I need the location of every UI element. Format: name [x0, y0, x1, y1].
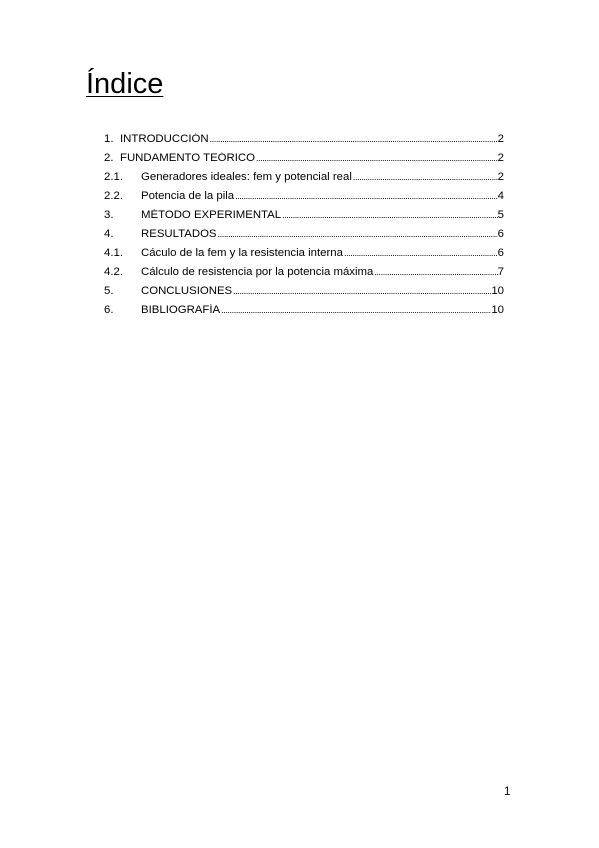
toc-entry-page: 4 [497, 190, 504, 202]
toc-entry-number: 2. [104, 152, 114, 164]
toc-entry-page: 6 [497, 247, 504, 259]
toc-dot-leader [209, 134, 498, 144]
toc-dot-leader [232, 286, 491, 296]
toc-dot-leader [217, 229, 498, 239]
toc-entry-title: FUNDAMENTO TEÓRICO [120, 152, 256, 164]
table-of-contents [104, 133, 504, 323]
toc-entry-title: MÉTODO EXPERIMENTAL [141, 209, 282, 221]
toc-entry[interactable] [104, 247, 504, 266]
toc-entry-title: INTRODUCCIÓN [120, 133, 209, 145]
toc-dot-leader [255, 153, 498, 163]
toc-entry-number: 2.2. [104, 190, 123, 202]
toc-entry[interactable] [104, 228, 504, 247]
toc-entry-title: BIBLIOGRAFÍA [141, 304, 221, 316]
toc-dot-leader [343, 248, 498, 258]
toc-entry-page: 6 [497, 228, 504, 240]
toc-entry-number: 3. [104, 209, 114, 221]
toc-entry-number: 6. [104, 304, 114, 316]
toc-entry-page: 2 [497, 171, 504, 183]
toc-entry-title: Cálculo de resistencia por la potencia máxima [141, 266, 374, 278]
page-title: Índice [86, 68, 164, 100]
toc-entry-number: 4.1. [104, 247, 123, 259]
toc-entry[interactable] [104, 190, 504, 209]
toc-entry-page: 10 [491, 304, 504, 316]
toc-entry-number: 5. [104, 285, 114, 297]
toc-entry-page: 5 [497, 209, 504, 221]
toc-entry-page: 7 [497, 266, 504, 278]
toc-dot-leader [220, 305, 491, 315]
toc-dot-leader [352, 172, 498, 182]
toc-entry-page: 10 [491, 285, 504, 297]
toc-entry-title: Potencia de la pila [141, 190, 235, 202]
toc-dot-leader [281, 210, 498, 220]
toc-entry-title: Cáculo de la fem y la resistencia interna [141, 247, 343, 259]
toc-entry[interactable] [104, 285, 504, 304]
toc-entry-number: 1. [104, 133, 114, 145]
page-number: 1 [504, 786, 511, 798]
toc-dot-leader [373, 267, 497, 277]
toc-dot-leader [234, 191, 498, 201]
toc-entry-title: Generadores ideales: fem y potencial real [141, 171, 352, 183]
toc-entry[interactable] [104, 133, 504, 152]
toc-entry[interactable] [104, 266, 504, 285]
toc-entry-number: 4.2. [104, 266, 123, 278]
toc-entry-page: 2 [497, 133, 504, 145]
toc-entry-title: CONCLUSIONES [141, 285, 233, 297]
toc-entry-number: 4. [104, 228, 114, 240]
toc-entry[interactable] [104, 304, 504, 323]
toc-entry-number: 2.1. [104, 171, 123, 183]
toc-entry[interactable] [104, 152, 504, 171]
toc-entry[interactable] [104, 171, 504, 190]
toc-entry-title: RESULTADOS [141, 228, 217, 240]
toc-entry[interactable] [104, 209, 504, 228]
toc-entry-page: 2 [497, 152, 504, 164]
